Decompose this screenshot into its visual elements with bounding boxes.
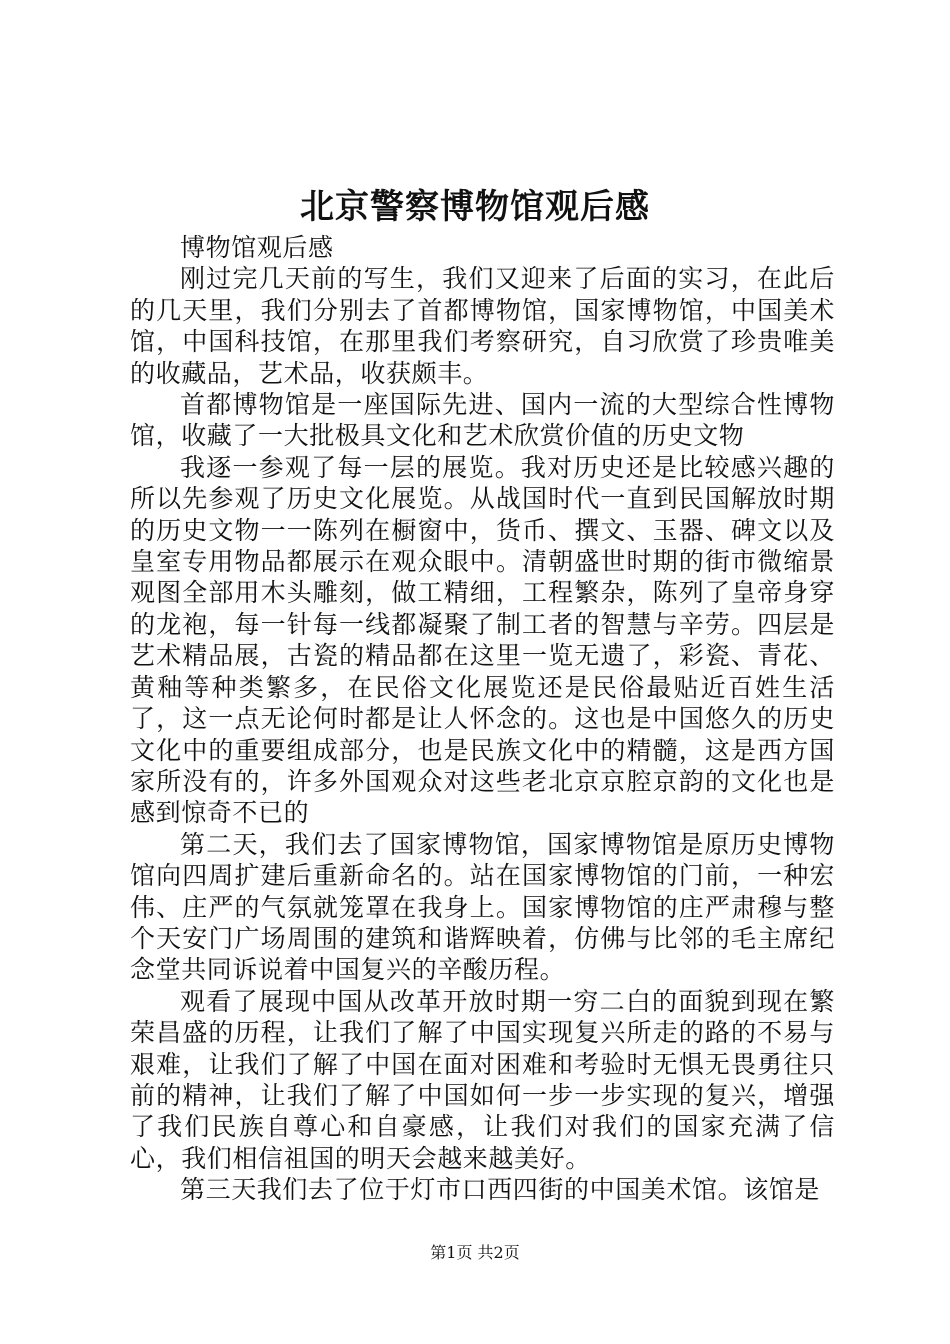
page-number-footer: 第1页 共2页 [430, 1243, 520, 1262]
paragraph: 观看了展现中国从改革开放时期一穷二白的面貌到现在繁荣昌盛的历程，让我们了解了中国实现复兴所走的路的不易与艰难，让我们了解了中国在面对困难和考验时无惧无畏勇往只前的精神，让我们了解了中国如何一步一步实现的复兴，增强了我们民族自尊心和自豪感，让我们对我们的国家充满了信心，我们相信祖国的明天会越来越美好。 [130, 986, 835, 1173]
paragraph: 首都博物馆是一座国际先进、国内一流的大型综合性博物馆，收藏了一大批极具文化和艺术欣赏价值的历史文物 [130, 390, 835, 451]
paragraph: 博物馆观后感 [180, 233, 334, 262]
paragraph: 第三天我们去了位于灯市口西四街的中国美术馆。该馆是 [180, 1175, 821, 1205]
paragraph: 第二天，我们去了国家博物馆，国家博物馆是原历史博物馆向四周扩建后重新命名的。站在国家博物馆的门前，一种宏伟、庄严的气氛就笼罩在我身上。国家博物馆的庄严肃穆与整个天安门广场周围的建筑和谐辉映着，仿佛与比邻的毛主席纪念堂共同诉说着中国复兴的辛酸历程。 [130, 829, 835, 985]
paragraph: 我逐一参观了每一层的展览。我对历史还是比较感兴趣的所以先参观了历史文化展览。从战国时代一直到民国解放时期的历史文物一一陈列在橱窗中，货币、撰文、玉器、碑文以及皇室专用物品都展示在观众眼中。清朝盛世时期的街市微缩景观图全部用木头雕刻，做工精细，工程繁杂，陈列了皇帝身穿的龙袍，每一针每一线都凝聚了制工者的智慧与辛劳。四层是艺术精品展，古瓷的精品都在这里一览无遗了，彩瓷、青花、黄釉等种类繁多，在民俗文化展览还是民俗最贴近百姓生活了，这一点无论何时都是让人怀念的。这也是中国悠久的历史文化中的重要组成部分，也是民族文化中的精髓，这是西方国家所没有的，许多外国观众对这些老北京京腔京韵的文化也是感到惊奇不已的 [130, 452, 835, 828]
document-body [130, 232, 835, 1206]
paragraph: 刚过完几天前的写生，我们又迎来了后面的实习，在此后的几天里，我们分别去了首都博物馆，国家博物馆，中国美术馆，中国科技馆，在那里我们考察研究，自习欣赏了珍贵唯美的收藏品，艺术品，收获颇丰。 [130, 264, 835, 388]
document-title: 北京警察博物馆观后感 [300, 187, 650, 227]
